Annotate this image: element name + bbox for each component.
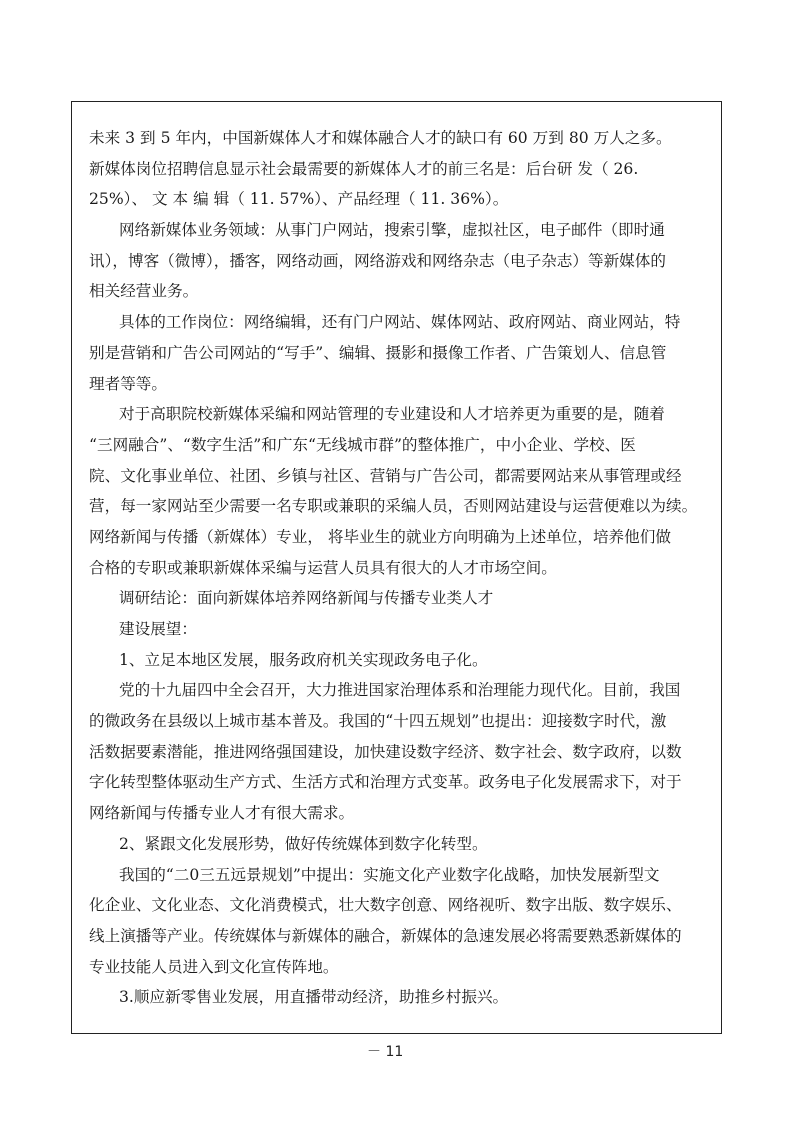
text-line: 1、立足本地区发展，服务政府机关实现政务电子化。: [119, 650, 488, 669]
text-line: 新媒体岗位招聘信息显示社会最需要的新媒体人才的前三名是：后台研 发（ 26.: [89, 159, 639, 178]
text-line: 字化转型整体驱动生产方式、生活方式和治理方式变革。政务电子化发展需求下，对于: [89, 773, 682, 792]
text-line: 线上演播等产业。传统媒体与新媒体的融合，新媒体的急速发展必将需要熟悉新媒体的: [89, 926, 682, 945]
text-line: 我国的“二0三五远景规划”中提出：实施文化产业数字化战略，加快发展新型文: [119, 865, 660, 884]
text-line: 建设展望：: [119, 620, 197, 638]
text-line: 院、文化事业单位、社团、乡镇与社区、营销与广告公司，都需要网站来从事管理或经: [89, 466, 682, 485]
text-line: 网络新闻与传播专业人才有很大需求。: [89, 804, 355, 823]
text-line: 25%）、 文 本 编 辑（ 11. 57%）、产品经理（ 11. 36%）。: [89, 190, 509, 209]
text-line: 理者等等。: [89, 374, 167, 393]
text-line: 活数据要素潜能，推进网络强国建设，加快建设数字经济、数字社会、数字政府，以数: [89, 742, 682, 761]
text-line: 3.顺应新零售业发展，用直播带动经济，助推乡村振兴。: [119, 988, 509, 1007]
text-line: 化企业、文化业态、文化消费模式，壮大数字创意、网络视听、数字出版、数字娱乐、: [89, 896, 682, 915]
text-line: 未来 3 到 5 年内，中国新媒体人才和媒体融合人才的缺口有 60 万到 80 万人之多。: [89, 129, 672, 147]
text-line: 专业技能人员进入到文化宣传阵地。: [89, 957, 339, 976]
text-line: 网络新媒体业务领域：从事门户网站，搜索引擎，虚拟社区，电子邮件（即时通: [119, 221, 665, 240]
text-line: “三网融合”、“数字生活”和广东“无线城市群”的整体推广，中小企业、学校、医: [89, 435, 636, 454]
text-line: 2、紧跟文化发展形势，做好传统媒体到数字化转型。: [119, 834, 488, 853]
text-line: 的微政务在县级以上城市基本普及。我国的“十四五规划”也提出：迎接数字时代，激: [89, 712, 667, 731]
text-line: 对于高职院校新媒体采编和网站管理的专业建设和人才培养更为重要的是，随着: [119, 405, 665, 424]
text-line: 讯），博客（微博），播客，网络动画，网络游戏和网络杂志（电子杂志）等新媒体的: [89, 251, 666, 270]
text-line: 党的十九届四中全会召开，大力推进国家治理体系和治理能力现代化。目前，我国: [119, 681, 681, 700]
text-line: 别是营销和广告公司网站的“写手”、编辑、摄影和摄像工作者、广告策划人、信息管: [89, 343, 667, 362]
text-line: 相关经营业务。: [89, 282, 199, 301]
page-number: － 11: [367, 1044, 404, 1060]
text-line: 具体的工作岗位：网络编辑，还有门户网站、媒体网站、政府网站、商业网站，特: [119, 313, 681, 332]
document-body: [89, 123, 707, 1013]
text-line: 合格的专职或兼职新媒体采编与运营人员具有很大的人才市场空间。: [89, 558, 557, 577]
text-line: 网络新闻与传播（新媒体）专业， 将毕业生的就业方向明确为上述单位，培养他们做: [89, 527, 671, 546]
text-line: 营，每一家网站至少需要一名专职或兼职的采编人员，否则网站建设与运营便难以为续。: [89, 497, 698, 516]
text-line: 调研结论：面向新媒体培养网络新闻与传播专业类人才: [119, 589, 494, 608]
